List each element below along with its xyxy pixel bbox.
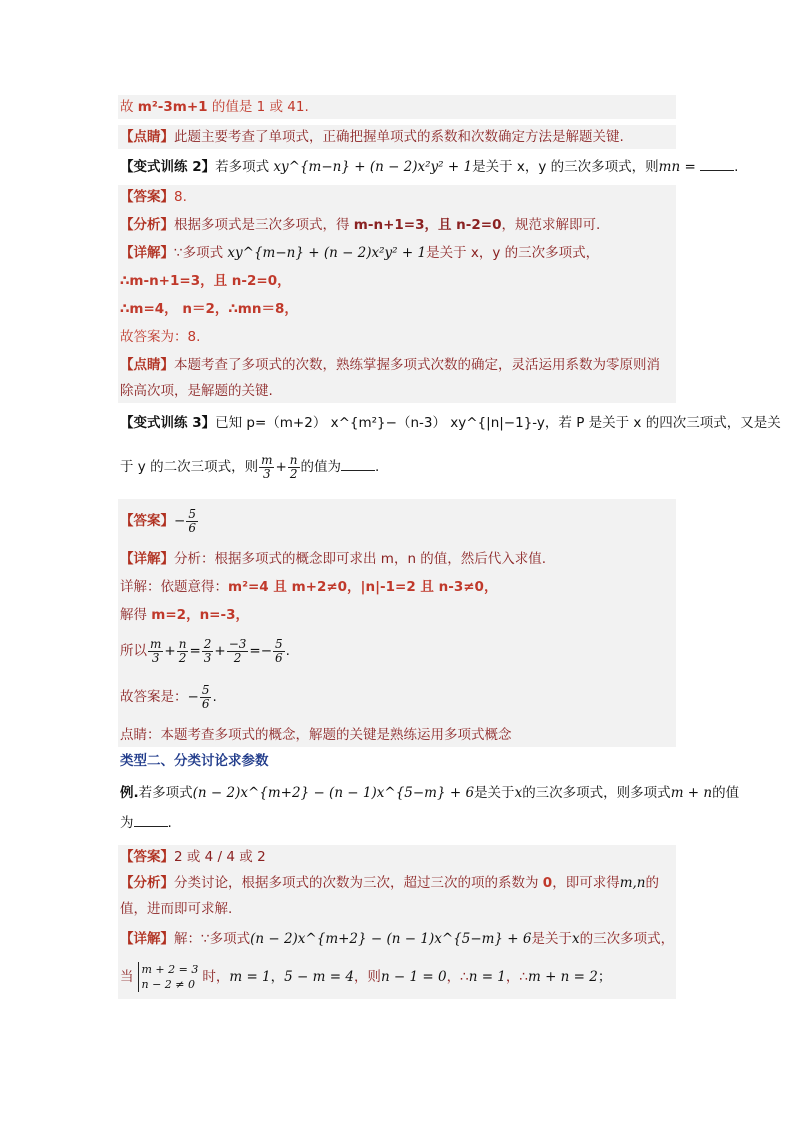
line-exercise-3-b: 于 y 的二次三项式，则 $\frac{m}{3}$ + $\frac{n}{2}$ 的值为 . <box>120 452 380 481</box>
fraction: $\frac{n}{2}$ <box>178 636 187 665</box>
line-conclusion: 故 m²-3m+1 的值是 1 或 41. <box>118 95 676 119</box>
fraction: $\frac{5}{6}$ <box>188 506 196 535</box>
fraction: $\frac{m}{3}$ <box>261 452 273 481</box>
fraction: $\frac{2}{3}$ <box>203 636 212 665</box>
answer-blank <box>341 456 375 471</box>
line-example: 例.若多项式(n − 2)x^{m+2} − (n − 1)x^{5−m} + 6是关于x的三次多项式，则多项式m + n的值 <box>120 785 740 801</box>
solution-block-2 <box>118 185 676 403</box>
line-example-b: 为 . <box>118 811 676 835</box>
line-detail-3d: 所以 $\frac{m}{3}$ + $\frac{n}{2}$ = $\frac{2}{3}$ + $\frac{-3}{2}$ =− $\frac{5}{6}$ . <box>120 636 290 665</box>
line-detail-4b: 当 m + 2 = 3 n − 2 ≠ 0 时，m = 1，5 − m = 4，则n − 1 = 0，∴n = 1，∴m + n = 2； <box>120 963 612 991</box>
line-detail-3c: 解得 m=2，n=-3， <box>120 607 249 623</box>
line-comment-2b: 除高次项，是解题的关键. <box>120 383 273 399</box>
line-analysis-2: 【分析】根据多项式是三次多项式，得 m-n+1=3，且 n-2=0，规范求解即可. <box>120 217 601 233</box>
fraction: $\frac{m}{3}$ <box>150 636 162 665</box>
fraction: $\frac{-3}{2}$ <box>228 636 247 665</box>
line-detail-3e: 故答案是：− $\frac{5}{6}$ . <box>120 682 217 711</box>
equation-system: m + 2 = 3 n − 2 ≠ 0 <box>138 962 199 992</box>
answer-blank <box>700 156 734 171</box>
line-analysis-4: 【分析】分类讨论，根据多项式的次数为三次，超过三次的项的系数为 0，即可求得m,n的 <box>120 875 659 891</box>
line-detail-3: 【详解】分析：根据多项式的概念即可求出 m，n 的值，然后代入求值. <box>120 551 547 567</box>
line-detail-4: 【详解】解：∵多项式(n − 2)x^{m+2} − (n − 1)x^{5−m} + 6是关于x的三次多项式， <box>120 931 675 947</box>
line-exercise-3: 【变式训练 3】已知 p=（m+2） x^{m²}−（n-3） xy^{|n|−1}-y，若 P 是关于 x 的四次三项式，又是关 <box>120 415 781 431</box>
line-answer-2: 【答案】8. <box>120 189 187 205</box>
line-exercise-2: 【变式训练 2】若多项式 xy^{m−n} + (n − 2)x²y² + 1是关于 x，y 的三次多项式，则mn = . <box>118 155 676 179</box>
line-comment-1: 【点睛】此题主要考查了单项式，正确把握单项式的系数和次数确定方法是解题关键. <box>118 125 676 149</box>
section-heading: 类型二、分类讨论求参数 <box>120 753 269 769</box>
line-comment-2a: 【点睛】本题考查了多项式的次数，熟练掌握多项式次数的确定，灵活运用系数为零原则消 <box>120 357 660 373</box>
line-detail-2: 【详解】∵多项式 xy^{m−n} + (n − 2)x²y² + 1是关于 x，y 的三次多项式， <box>120 245 600 261</box>
line-step-3: 故答案为：8. <box>120 329 201 345</box>
line-step-2: ∴m=4， n＝2，∴mn＝8， <box>120 301 298 317</box>
line-answer-3: 【答案】− $\frac{5}{6}$ <box>120 506 196 535</box>
line-answer-4: 【答案】2 或 4 / 4 或 2 <box>120 849 266 865</box>
answer-blank <box>134 812 168 827</box>
line-detail-3b: 详解：依题意得：m²=4 且 m+2≠0，|n|-1=2 且 n-3≠0， <box>120 579 498 595</box>
fraction: $\frac{n}{2}$ <box>289 452 298 481</box>
line-comment-3: 点睛：本题考查多项式的概念，解题的关键是熟练运用多项式概念 <box>120 727 512 743</box>
document-body <box>118 95 781 999</box>
line-step-1: ∴m-n+1=3，且 n-2=0， <box>120 273 291 289</box>
solution-block-3 <box>118 499 676 747</box>
line-analysis-4b: 值，进而即可求解. <box>120 901 233 917</box>
solution-block-4 <box>118 845 676 999</box>
fraction: $\frac{5}{6}$ <box>275 636 283 665</box>
fraction: $\frac{5}{6}$ <box>201 682 210 711</box>
